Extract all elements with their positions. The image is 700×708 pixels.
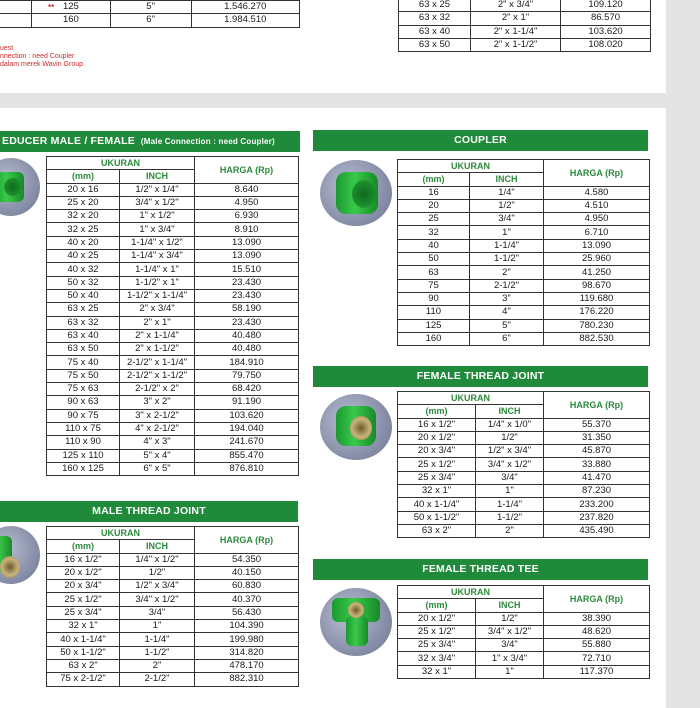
table-row bbox=[47, 343, 299, 356]
table-row bbox=[399, 38, 651, 51]
table-cell: 8.910 bbox=[195, 223, 299, 236]
table-row bbox=[399, 25, 651, 38]
harga-header: HARGA (Rp) bbox=[195, 527, 299, 554]
table-row bbox=[398, 485, 650, 498]
table-row bbox=[47, 462, 299, 475]
table-row bbox=[47, 210, 299, 223]
table-cell: 2-1/2" bbox=[120, 673, 195, 686]
table-cell: 4.510 bbox=[544, 199, 650, 212]
table-cell: 855.470 bbox=[195, 449, 299, 462]
table-cell: 1" bbox=[470, 226, 544, 239]
table-cell: 780.230 bbox=[544, 319, 650, 332]
table-cell: 38.390 bbox=[544, 612, 650, 625]
table-cell: 40 x 25 bbox=[47, 250, 120, 263]
table-row bbox=[398, 332, 650, 345]
table-cell: 75 x 50 bbox=[47, 369, 120, 382]
table-row bbox=[47, 183, 299, 196]
table-cell: 233.200 bbox=[544, 498, 650, 511]
table-cell: 2" x 1-1/4" bbox=[120, 329, 195, 342]
table-cell: 23.430 bbox=[195, 289, 299, 302]
table-cell: 1-1/2" bbox=[120, 646, 195, 659]
table-row bbox=[0, 14, 300, 27]
table-cell: 6.930 bbox=[195, 210, 299, 223]
table-cell bbox=[0, 1, 32, 14]
table-cell: 882.310 bbox=[195, 673, 299, 686]
table-row bbox=[47, 580, 299, 593]
table-cell: 23.430 bbox=[195, 276, 299, 289]
inch-header: INCH bbox=[120, 540, 195, 553]
table-row bbox=[47, 356, 299, 369]
table-cell: 50 bbox=[398, 253, 470, 266]
table-cell: 5" x 4" bbox=[120, 449, 195, 462]
table-row bbox=[47, 409, 299, 422]
table-cell: 117.370 bbox=[544, 665, 650, 678]
table-row bbox=[47, 422, 299, 435]
ukuran-header: UKURAN bbox=[398, 160, 544, 173]
table-cell: 199.980 bbox=[195, 633, 299, 646]
table-cell: 2" bbox=[120, 659, 195, 672]
table-cell: 3/4" bbox=[120, 606, 195, 619]
table-cell: 2-1/2" bbox=[470, 279, 544, 292]
table-cell: 1/4" x 1/2" bbox=[120, 553, 195, 566]
table-row bbox=[47, 633, 299, 646]
table-cell: 1/4" x 1/0" bbox=[476, 418, 544, 431]
table-row bbox=[398, 306, 650, 319]
inch-header: INCH bbox=[476, 405, 544, 418]
inch-header: INCH bbox=[470, 173, 544, 186]
table-cell: 5" bbox=[110, 1, 191, 14]
mm-header: (mm) bbox=[398, 405, 476, 418]
table-row bbox=[47, 236, 299, 249]
table-cell: 54.350 bbox=[195, 553, 299, 566]
table-cell: 25 x 3/4" bbox=[398, 471, 476, 484]
table-cell: 1" bbox=[476, 665, 544, 678]
table-cell: 50 x 32 bbox=[47, 276, 120, 289]
table-cell: 15.510 bbox=[195, 263, 299, 276]
table-row bbox=[398, 418, 650, 431]
table-cell: 48.620 bbox=[544, 625, 650, 638]
table-cell: 314.820 bbox=[195, 646, 299, 659]
table-cell: 32 x 1" bbox=[398, 485, 476, 498]
table-cell: 23.430 bbox=[195, 316, 299, 329]
table-cell: 110 x 90 bbox=[47, 436, 120, 449]
table-cell: 2" x 3/4" bbox=[471, 0, 561, 12]
table-row bbox=[0, 1, 300, 14]
table-cell: 2-1/2" x 1-1/2" bbox=[120, 369, 195, 382]
table-cell: 32 bbox=[398, 226, 470, 239]
table-cell: 435.490 bbox=[544, 524, 650, 537]
table-cell: 63 x 50 bbox=[47, 343, 120, 356]
table-cell: 1/2" bbox=[470, 199, 544, 212]
table-row bbox=[47, 659, 299, 672]
reducer-title: EDUCER MALE / FEMALE (Male Connection : need Coupler) bbox=[0, 131, 300, 152]
red-mark: ** bbox=[48, 3, 55, 12]
reducer-table bbox=[46, 156, 299, 476]
table-row bbox=[398, 279, 650, 292]
table-cell: 3/4" x 1/2" bbox=[120, 593, 195, 606]
table-cell: 75 x 63 bbox=[47, 383, 120, 396]
table-cell: 184.910 bbox=[195, 356, 299, 369]
table-cell: 4" bbox=[470, 306, 544, 319]
table-cell: 16 x 1/2" bbox=[398, 418, 476, 431]
table-cell: 108.020 bbox=[561, 38, 651, 51]
table-cell: 2" bbox=[476, 524, 544, 537]
table-cell: 1" bbox=[120, 620, 195, 633]
table-row bbox=[398, 186, 650, 199]
table-cell: 6.710 bbox=[544, 226, 650, 239]
table-row bbox=[47, 449, 299, 462]
table-cell: 40 x 20 bbox=[47, 236, 120, 249]
table-cell: 3/4" x 1/2" bbox=[120, 196, 195, 209]
table-cell: 25 bbox=[398, 213, 470, 226]
table-cell: 13.090 bbox=[544, 239, 650, 252]
table-cell: 876.810 bbox=[195, 462, 299, 475]
table-cell: 237.820 bbox=[544, 511, 650, 524]
table-cell: 1-1/4" x 1/2" bbox=[120, 236, 195, 249]
table-row bbox=[398, 292, 650, 305]
coupler-table bbox=[397, 159, 650, 346]
table-row bbox=[398, 498, 650, 511]
table-row bbox=[47, 593, 299, 606]
coupler-title: COUPLER bbox=[313, 130, 648, 151]
table-cell bbox=[0, 14, 32, 27]
table-cell: 125 bbox=[32, 1, 111, 14]
table-cell: 33.880 bbox=[544, 458, 650, 471]
table-cell: 109.120 bbox=[561, 0, 651, 12]
table-row bbox=[398, 625, 650, 638]
table-cell: 1/2" bbox=[120, 566, 195, 579]
table-cell: 50 x 40 bbox=[47, 289, 120, 302]
table-cell: 32 x 3/4" bbox=[398, 652, 476, 665]
table-row bbox=[398, 239, 650, 252]
table-cell: 98.670 bbox=[544, 279, 650, 292]
table-cell: 40 x 32 bbox=[47, 263, 120, 276]
table-cell: 4.950 bbox=[195, 196, 299, 209]
table-cell: 1-1/4" bbox=[476, 498, 544, 511]
table-row bbox=[47, 329, 299, 342]
table-cell: 58.190 bbox=[195, 303, 299, 316]
table-cell: 25 x 3/4" bbox=[398, 639, 476, 652]
table-cell: 3/4" bbox=[476, 639, 544, 652]
table-cell: 25 x 1/2" bbox=[47, 593, 120, 606]
table-cell: 32 x 1" bbox=[47, 620, 120, 633]
table-cell: 176.220 bbox=[544, 306, 650, 319]
table-cell: 2" x 1-1/4" bbox=[471, 25, 561, 38]
table-cell: 4.580 bbox=[544, 186, 650, 199]
table-row bbox=[398, 665, 650, 678]
table-cell: 119.680 bbox=[544, 292, 650, 305]
table-row bbox=[47, 289, 299, 302]
table-cell: 75 x 40 bbox=[47, 356, 120, 369]
table-cell: 45.870 bbox=[544, 445, 650, 458]
table-cell: 1-1/2" x 1-1/4" bbox=[120, 289, 195, 302]
table-cell: 1-1/2" bbox=[476, 511, 544, 524]
table-row bbox=[398, 199, 650, 212]
table-row bbox=[47, 396, 299, 409]
table-cell: 6" bbox=[470, 332, 544, 345]
table-cell: 2" x 3/4" bbox=[120, 303, 195, 316]
table-row bbox=[398, 471, 650, 484]
table-cell: 1/2" x 3/4" bbox=[476, 445, 544, 458]
table-cell: 2" x 1-1/2" bbox=[471, 38, 561, 51]
table-row bbox=[399, 12, 651, 25]
mm-header: (mm) bbox=[47, 540, 120, 553]
table-cell: 2" x 1" bbox=[120, 316, 195, 329]
female-tee-title: FEMALE THREAD TEE bbox=[313, 559, 648, 580]
male-thread-title: MALE THREAD JOINT bbox=[0, 501, 298, 522]
table-cell: 1/4" bbox=[470, 186, 544, 199]
table-row bbox=[398, 319, 650, 332]
table-cell: 1-1/4" x 3/4" bbox=[120, 250, 195, 263]
table-cell: 3" x 2-1/2" bbox=[120, 409, 195, 422]
table-cell: 160 bbox=[32, 14, 111, 27]
table-cell: 2" x 1-1/2" bbox=[120, 343, 195, 356]
table-row bbox=[398, 253, 650, 266]
table-cell: 90 bbox=[398, 292, 470, 305]
mm-header: (mm) bbox=[398, 173, 470, 186]
table-cell: 1-1/4" bbox=[120, 633, 195, 646]
table-cell: 13.090 bbox=[195, 250, 299, 263]
table-cell: 1-1/2" x 1" bbox=[120, 276, 195, 289]
table-cell: 90 x 75 bbox=[47, 409, 120, 422]
table-cell: 31.350 bbox=[544, 431, 650, 444]
table-cell: 32 x 1" bbox=[398, 665, 476, 678]
table-cell: 3" x 2" bbox=[120, 396, 195, 409]
table-cell: 25.960 bbox=[544, 253, 650, 266]
harga-header: HARGA (Rp) bbox=[544, 160, 650, 187]
table-cell: 8.640 bbox=[195, 183, 299, 196]
table-cell: 87.230 bbox=[544, 485, 650, 498]
table-cell: 75 x 2-1/2" bbox=[47, 673, 120, 686]
table-cell: 25 x 3/4" bbox=[47, 606, 120, 619]
table-row bbox=[398, 213, 650, 226]
ukuran-header: UKURAN bbox=[47, 527, 195, 540]
table-cell: 104.390 bbox=[195, 620, 299, 633]
table-cell: 16 x 1/2" bbox=[47, 553, 120, 566]
table-cell: 40.370 bbox=[195, 593, 299, 606]
table-cell: 90 x 63 bbox=[47, 396, 120, 409]
inch-header: INCH bbox=[120, 170, 195, 183]
table-cell: 160 x 125 bbox=[47, 462, 120, 475]
ukuran-header: UKURAN bbox=[398, 392, 544, 405]
table-row bbox=[398, 524, 650, 537]
table-cell: 125 x 110 bbox=[47, 449, 120, 462]
table-row bbox=[398, 639, 650, 652]
table-cell: 1/2" x 1/4" bbox=[120, 183, 195, 196]
table-row bbox=[398, 612, 650, 625]
table-cell: 16 bbox=[398, 186, 470, 199]
harga-header: HARGA (Rp) bbox=[544, 586, 650, 613]
table-cell: 41.250 bbox=[544, 266, 650, 279]
table-cell: 40.150 bbox=[195, 566, 299, 579]
table-cell: 110 bbox=[398, 306, 470, 319]
table-cell: 1/2" bbox=[476, 612, 544, 625]
harga-header: HARGA (Rp) bbox=[195, 157, 299, 184]
table-row bbox=[47, 436, 299, 449]
female-joint-title: FEMALE THREAD JOINT bbox=[313, 366, 648, 387]
coupler-photo-icon bbox=[320, 160, 392, 226]
table-cell: 2" x 1" bbox=[471, 12, 561, 25]
table-cell: 41.470 bbox=[544, 471, 650, 484]
table-cell: 4" x 3" bbox=[120, 436, 195, 449]
table-row bbox=[398, 458, 650, 471]
table-cell: 91.190 bbox=[195, 396, 299, 409]
table-cell: 63 x 40 bbox=[399, 25, 471, 38]
table-cell: 40.480 bbox=[195, 329, 299, 342]
table-cell: 5" bbox=[470, 319, 544, 332]
table-cell: 63 x 32 bbox=[399, 12, 471, 25]
table-cell: 6" x 5" bbox=[120, 462, 195, 475]
table-cell: 25 x 1/2" bbox=[398, 458, 476, 471]
table-cell: 1" x 1/2" bbox=[120, 210, 195, 223]
table-cell: 63 x 2" bbox=[47, 659, 120, 672]
table-row bbox=[47, 646, 299, 659]
table-row bbox=[399, 0, 651, 12]
female-joint-table bbox=[397, 391, 650, 538]
table-cell: 75 bbox=[398, 279, 470, 292]
table-cell: 40.480 bbox=[195, 343, 299, 356]
table-row bbox=[47, 303, 299, 316]
table-cell: 3/4" x 1/2" bbox=[476, 458, 544, 471]
table-cell: 110 x 75 bbox=[47, 422, 120, 435]
female-joint-photo-icon bbox=[320, 394, 392, 460]
table-cell: 63 x 32 bbox=[47, 316, 120, 329]
table-cell: 50 x 1-1/2" bbox=[398, 511, 476, 524]
mm-header: (mm) bbox=[398, 599, 476, 612]
table-cell: 4" x 2-1/2" bbox=[120, 422, 195, 435]
male-thread-table bbox=[46, 526, 299, 687]
table-cell: 63 bbox=[398, 266, 470, 279]
table-cell: 20 x 1/2" bbox=[47, 566, 120, 579]
table-cell: 1" x 3/4" bbox=[476, 652, 544, 665]
table-cell: 1-1/4" x 1" bbox=[120, 263, 195, 276]
table-cell: 1/2" x 3/4" bbox=[120, 580, 195, 593]
table-cell: 1-1/2" bbox=[470, 253, 544, 266]
table-row bbox=[398, 445, 650, 458]
table-cell: 103.620 bbox=[195, 409, 299, 422]
table-cell: 882.530 bbox=[544, 332, 650, 345]
table-cell: 478.170 bbox=[195, 659, 299, 672]
top-right-table bbox=[398, 0, 651, 52]
table-row bbox=[47, 263, 299, 276]
table-row bbox=[398, 226, 650, 239]
table-cell: 194.040 bbox=[195, 422, 299, 435]
table-cell: 1/2" bbox=[476, 431, 544, 444]
table-row bbox=[47, 383, 299, 396]
table-cell: 4.950 bbox=[544, 213, 650, 226]
table-cell: 68.420 bbox=[195, 383, 299, 396]
table-cell: 3/4" x 1/2" bbox=[476, 625, 544, 638]
table-cell: 103.620 bbox=[561, 25, 651, 38]
table-cell: 1.984.510 bbox=[191, 14, 299, 27]
table-cell: 3/4" bbox=[470, 213, 544, 226]
table-cell: 20 x 1/2" bbox=[398, 612, 476, 625]
top-left-table bbox=[0, 0, 300, 28]
table-cell: 63 x 2" bbox=[398, 524, 476, 537]
table-row bbox=[398, 511, 650, 524]
table-cell: 2-1/2" x 1-1/4" bbox=[120, 356, 195, 369]
top-notes: uest nnection : need Coupler dalam merek Wavin Group bbox=[0, 45, 83, 68]
table-cell: 1.546.270 bbox=[191, 1, 299, 14]
table-cell: 2-1/2" x 2" bbox=[120, 383, 195, 396]
table-row bbox=[398, 652, 650, 665]
table-cell: 32 x 20 bbox=[47, 210, 120, 223]
table-cell: 32 x 25 bbox=[47, 223, 120, 236]
table-cell: 63 x 50 bbox=[399, 38, 471, 51]
table-cell: 20 bbox=[398, 199, 470, 212]
female-tee-photo-icon bbox=[320, 588, 392, 656]
table-row bbox=[47, 276, 299, 289]
table-cell: 20 x 3/4" bbox=[47, 580, 120, 593]
table-cell: 1" x 3/4" bbox=[120, 223, 195, 236]
table-cell: 2" bbox=[470, 266, 544, 279]
table-row bbox=[47, 620, 299, 633]
table-row bbox=[398, 266, 650, 279]
table-cell: 40 x 1-1/4" bbox=[47, 633, 120, 646]
table-cell: 241.670 bbox=[195, 436, 299, 449]
table-cell: 3" bbox=[470, 292, 544, 305]
inch-header: INCH bbox=[476, 599, 544, 612]
table-cell: 3/4" bbox=[476, 471, 544, 484]
table-cell: 25 x 1/2" bbox=[398, 625, 476, 638]
table-cell: 72.710 bbox=[544, 652, 650, 665]
table-cell: 125 bbox=[398, 319, 470, 332]
ukuran-header: UKURAN bbox=[47, 157, 195, 170]
table-cell: 50 x 1-1/2" bbox=[47, 646, 120, 659]
table-cell: 79.750 bbox=[195, 369, 299, 382]
table-row bbox=[47, 673, 299, 686]
table-cell: 160 bbox=[398, 332, 470, 345]
table-cell: 25 x 20 bbox=[47, 196, 120, 209]
table-row bbox=[47, 369, 299, 382]
table-cell: 55.370 bbox=[544, 418, 650, 431]
table-cell: 63 x 25 bbox=[47, 303, 120, 316]
table-row bbox=[398, 431, 650, 444]
ukuran-header: UKURAN bbox=[398, 586, 544, 599]
table-cell: 20 x 16 bbox=[47, 183, 120, 196]
table-cell: 55.880 bbox=[544, 639, 650, 652]
table-cell: 60.830 bbox=[195, 580, 299, 593]
table-row bbox=[47, 606, 299, 619]
table-row bbox=[47, 553, 299, 566]
female-tee-table bbox=[397, 585, 650, 679]
table-cell: 6" bbox=[110, 14, 191, 27]
table-cell: 20 x 3/4" bbox=[398, 445, 476, 458]
table-cell: 56.430 bbox=[195, 606, 299, 619]
table-cell: 1" bbox=[476, 485, 544, 498]
table-row bbox=[47, 196, 299, 209]
table-cell: 63 x 40 bbox=[47, 329, 120, 342]
table-row bbox=[47, 223, 299, 236]
table-cell: 86.570 bbox=[561, 12, 651, 25]
table-cell: 1-1/4" bbox=[470, 239, 544, 252]
table-cell: 20 x 1/2" bbox=[398, 431, 476, 444]
table-cell: 63 x 25 bbox=[399, 0, 471, 12]
harga-header: HARGA (Rp) bbox=[544, 392, 650, 419]
table-row bbox=[47, 250, 299, 263]
table-cell: 40 bbox=[398, 239, 470, 252]
table-cell: 40 x 1-1/4" bbox=[398, 498, 476, 511]
table-cell: 13.090 bbox=[195, 236, 299, 249]
table-row bbox=[47, 566, 299, 579]
mm-header: (mm) bbox=[47, 170, 120, 183]
table-row bbox=[47, 316, 299, 329]
